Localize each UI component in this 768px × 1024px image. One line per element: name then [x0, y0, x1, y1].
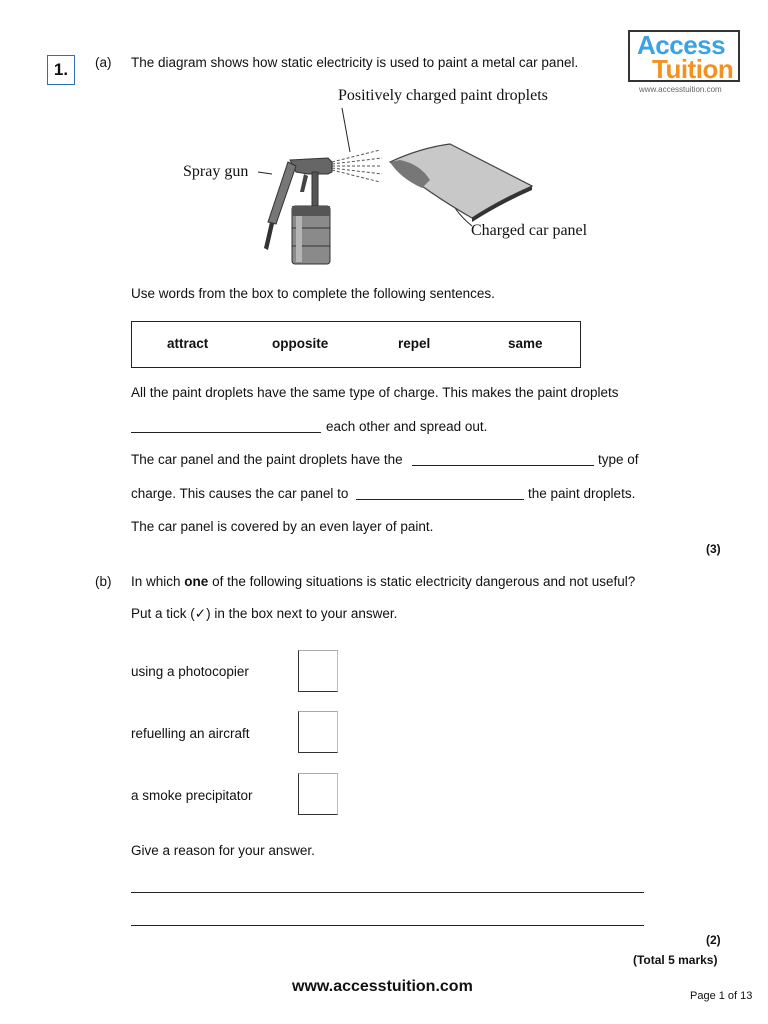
word-attract: attract: [167, 336, 209, 351]
part-a-label: (a): [95, 55, 112, 70]
option-label-1: using a photocopier: [131, 664, 249, 679]
spray-gun: [264, 158, 332, 264]
spray-gun-leader-line: [258, 172, 272, 174]
word-box: [131, 321, 581, 368]
label-droplets: Positively charged paint droplets: [338, 87, 548, 104]
logo-access-text: Access: [637, 30, 726, 60]
spray-painting-diagram: [250, 100, 550, 270]
answer-blank-2[interactable]: [412, 465, 594, 466]
part-a-intro: The diagram shows how static electricity is used to paint a metal car panel.: [131, 55, 579, 70]
sentence-2-end: type of: [598, 452, 639, 467]
q-bold: one: [184, 574, 209, 589]
word-opposite: opposite: [272, 336, 329, 351]
footer-url[interactable]: www.accesstuition.com: [292, 978, 473, 995]
question-number: 1.: [47, 55, 75, 85]
access-tuition-logo[interactable]: [628, 30, 740, 82]
answer-blank-3[interactable]: [356, 499, 524, 500]
part-b-label: (b): [95, 574, 112, 589]
sentence-2-start: The car panel and the paint droplets have the: [131, 452, 403, 467]
tick-box-precipitator[interactable]: [298, 773, 338, 815]
sentence-3-start: charge. This causes the car panel to: [131, 486, 349, 501]
car-panel: [390, 144, 532, 222]
total-marks: (Total 5 marks): [633, 953, 718, 967]
label-spray-gun: Spray gun: [183, 163, 249, 180]
option-label-3: a smoke precipitator: [131, 788, 253, 803]
tick-instruction: Put a tick (✓) in the box next to your answer.: [131, 606, 398, 621]
reason-prompt: Give a reason for your answer.: [131, 843, 315, 858]
option-label-2: refuelling an aircraft: [131, 726, 250, 741]
droplets-leader-line: [342, 108, 350, 152]
reason-line-1[interactable]: [131, 892, 644, 893]
q-after: of the following situations is static electricity dangerous and not useful?: [212, 574, 636, 589]
reason-line-2[interactable]: [131, 925, 644, 926]
part-a-marks: (3): [706, 542, 721, 556]
sentence-3-end: the paint droplets.: [528, 486, 636, 501]
word-repel: repel: [398, 336, 431, 351]
spray-droplets: [332, 150, 382, 182]
sentence-1-end: each other and spread out.: [326, 419, 488, 434]
q-before: In which: [131, 574, 181, 589]
tick-box-photocopier[interactable]: [298, 650, 338, 692]
tick-box-aircraft[interactable]: [298, 711, 338, 753]
logo-tuition-text: Tuition: [652, 54, 734, 84]
page-number: Page 1 of 13: [690, 990, 753, 1002]
sentence-1: All the paint droplets have the same type of charge. This makes the paint droplets: [131, 385, 619, 400]
answer-blank-1[interactable]: [131, 432, 321, 433]
sentence-4: The car panel is covered by an even layer of paint.: [131, 519, 434, 534]
label-car-panel: Charged car panel: [471, 222, 588, 239]
part-b-question: [131, 574, 635, 589]
instruction-text: Use words from the box to complete the following sentences.: [131, 286, 495, 301]
logo-url[interactable]: www.accesstuition.com: [639, 85, 722, 94]
word-same: same: [508, 336, 543, 351]
part-b-marks: (2): [706, 933, 721, 947]
